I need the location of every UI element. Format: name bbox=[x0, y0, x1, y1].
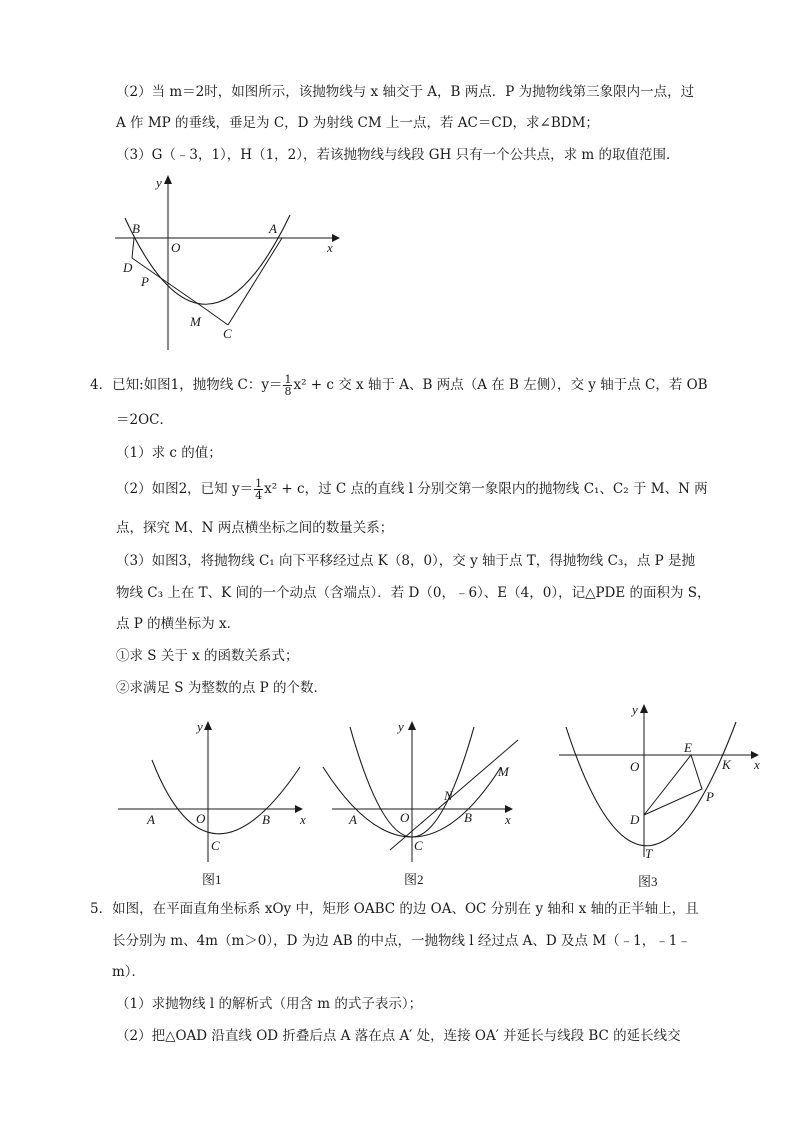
fig1-label-x: x bbox=[300, 812, 306, 827]
q3-label-o: O bbox=[171, 240, 181, 255]
fig2-line-l bbox=[390, 740, 518, 850]
fig1-label-y: y bbox=[197, 719, 203, 734]
q3-label-x: x bbox=[327, 240, 333, 255]
q3-segment-bd bbox=[132, 238, 134, 258]
fig2-caption: 图2 bbox=[404, 872, 424, 887]
q4-intro-fraction bbox=[283, 374, 292, 397]
q3-label-d: D bbox=[123, 260, 133, 275]
q4-part2-line1 bbox=[116, 478, 708, 501]
q4-part2-b: x² + c，过 C 点的直线 l 分别交第一象限内的抛物线 C₁、C₂ 于 M、N 两 bbox=[264, 481, 708, 497]
fig2-label-a: A bbox=[349, 812, 357, 827]
fig1-label-o: O bbox=[196, 811, 206, 826]
q4-part2-frac-num: 1 bbox=[255, 477, 263, 490]
q3-label-m: M bbox=[190, 314, 201, 329]
q4-intro-line1 bbox=[90, 374, 708, 397]
q3-segment-ca bbox=[228, 238, 282, 325]
fig3-label-t: T bbox=[645, 846, 653, 861]
q4-intro-b: x² + c 交 x 轴于 A、B 两点（A 在 B 左侧），交 y 轴于点 C，若 OB bbox=[293, 377, 708, 393]
q3-part2-line2: A 作 MP 的垂线，垂足为 C，D 为射线 CM 上一点，若 AC＝CD，求∠BDM； bbox=[116, 115, 599, 131]
q3-label-c: C bbox=[223, 326, 232, 341]
fig1-label-b: B bbox=[262, 812, 270, 827]
fig3-label-e: E bbox=[684, 740, 692, 755]
fig1-parabola bbox=[152, 760, 300, 834]
q3-segment-dpmc bbox=[132, 258, 228, 325]
fig2-label-y: y bbox=[398, 719, 404, 734]
fig3-label-x: x bbox=[754, 757, 760, 772]
fig2-label-o: O bbox=[400, 810, 410, 825]
q4-part2-frac-den: 4 bbox=[255, 489, 263, 502]
q3-label-y: y bbox=[156, 175, 162, 190]
q5-part1: （1）求抛物线 l 的解析式（用含 m 的式子表示）； bbox=[116, 996, 423, 1012]
fig3-label-o: O bbox=[630, 759, 640, 774]
fig2-label-c: C bbox=[414, 838, 423, 853]
q3-figure bbox=[110, 170, 350, 355]
q4-part1: （1）求 c 的值； bbox=[116, 445, 222, 461]
q4-sub2: ②求满足 S 为整数的点 P 的个数． bbox=[116, 680, 327, 696]
q4-intro-a: 4．已知:如图1，抛物线 C：y＝ bbox=[90, 377, 283, 393]
q4-intro-line2: ＝2OC． bbox=[116, 412, 173, 428]
q4-intro-frac-den: 8 bbox=[284, 385, 292, 398]
fig2-label-m: M bbox=[498, 764, 509, 779]
fig2-label-b: B bbox=[464, 810, 472, 825]
q4-part3-line1: （3）如图3，将抛物线 C₁ 向下平移经过点 K（8，0），交 y 轴于点 T，得抛物线 C₃，点 P 是抛 bbox=[116, 553, 696, 569]
fig2-label-n: N bbox=[444, 788, 453, 803]
fig1-label-c: C bbox=[211, 838, 220, 853]
fig3-triangle-pde bbox=[644, 755, 702, 815]
q4-fig2 bbox=[318, 712, 528, 892]
fig3-label-d: D bbox=[630, 812, 640, 827]
q4-part2-line2: 点，探究 M、N 两点横坐标之间的数量关系； bbox=[116, 520, 394, 536]
fig3-label-k: K bbox=[722, 757, 731, 772]
q4-part3-line2: 物线 C₃ 上在 T、K 间的一个动点（含端点）．若 D（0，﹣6）、E（4，0），记△PDE 的面积为 S， bbox=[116, 585, 711, 601]
q4-intro-frac-num: 1 bbox=[284, 373, 292, 386]
fig1-label-a: A bbox=[147, 812, 155, 827]
q5-line2: 长分别为 m、4m（m＞0），D 为边 AB 的中点，一抛物线 l 经过点 A、D 及点 M（﹣1，﹣1﹣ bbox=[112, 933, 691, 949]
fig3-y-arrow bbox=[640, 704, 648, 713]
q4-fig3 bbox=[556, 697, 776, 892]
q5-part2: （2）把△OAD 沿直线 OD 折叠后点 A 落在点 A′ 处，连接 OA′ 并延长与线段 BC 的延长线交 bbox=[116, 1028, 681, 1044]
q4-part3-line3: 点 P 的横坐标为 x． bbox=[116, 616, 241, 632]
q4-part2-fraction bbox=[254, 478, 263, 501]
q3-label-b: B bbox=[132, 221, 140, 236]
fig1-y-arrow bbox=[204, 721, 212, 730]
q3-parabola bbox=[125, 215, 290, 304]
fig1-caption: 图1 bbox=[202, 872, 222, 887]
fig3-parabola-c3 bbox=[566, 722, 736, 846]
fig2-label-x: x bbox=[505, 812, 511, 827]
q3-label-a: A bbox=[269, 221, 277, 236]
fig3-label-p: P bbox=[706, 789, 714, 804]
fig3-caption: 图3 bbox=[638, 874, 658, 889]
q3-part2-line1: （2）当 m＝2时，如图所示，该抛物线与 x 轴交于 A，B 两点．P 为抛物线第三象限内一点，过 bbox=[116, 84, 695, 100]
fig3-label-y: y bbox=[632, 702, 638, 717]
q5-line1: 5．如图，在平面直角坐标系 xOy 中，矩形 OABC 的边 OA、OC 分别在 y 轴和 x 轴的正半轴上，且 bbox=[90, 901, 699, 917]
q4-fig1 bbox=[112, 712, 312, 892]
fig2-y-arrow bbox=[408, 721, 416, 730]
q4-part2-a: （2）如图2，已知 y＝ bbox=[116, 481, 254, 497]
q3-y-arrow bbox=[164, 175, 172, 184]
q3-label-p: P bbox=[141, 274, 149, 289]
q4-sub1: ①求 S 关于 x 的函数关系式； bbox=[116, 648, 299, 664]
q3-x-arrow bbox=[332, 234, 340, 242]
q5-line3: m）． bbox=[112, 964, 146, 980]
q3-part3: （3）G（﹣3，1），H（1，2），若该抛物线与线段 GH 只有一个公共点，求 m 的取值范围． bbox=[116, 147, 680, 163]
